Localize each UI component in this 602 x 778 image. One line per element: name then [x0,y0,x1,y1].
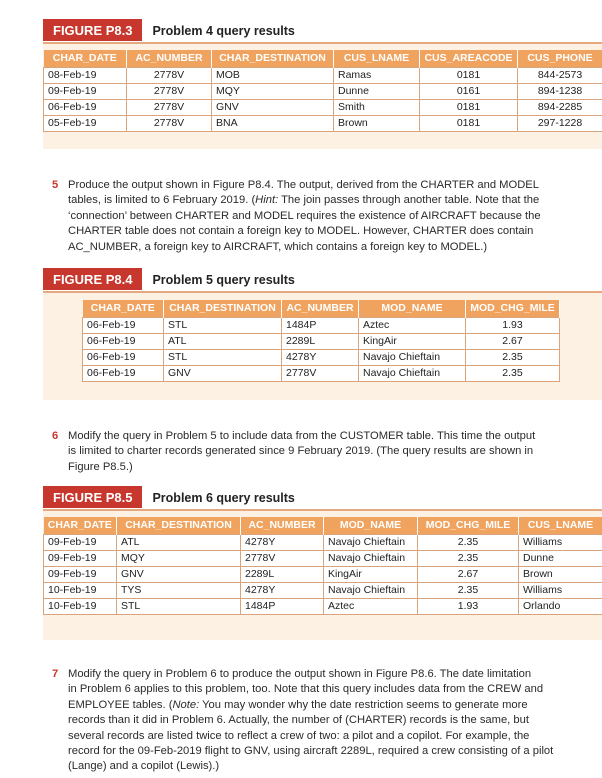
table-cell: Navajo Chieftain [324,550,418,566]
text-line: (Lange) and a copilot (Lewis).) [68,760,220,773]
table-cell: 1484P [282,317,359,333]
table-cell: Navajo Chieftain [324,534,418,550]
table-cell: Aztec [359,317,466,333]
table-cell: KingAir [324,566,418,582]
hint-label: Hint: [255,194,279,207]
table-row [44,534,602,550]
problem-6-text [52,429,598,475]
text-line: several records are listed twice to reflect a crew of two: a pilot and a copilot. For example, the [68,729,530,742]
column-header: CHAR_DATE [44,50,127,67]
table-cell: 2.67 [466,333,560,349]
figure-label: FIGURE P8.5 [43,486,142,510]
problem-number: 6 [52,430,59,442]
table-cell: STL [164,349,282,365]
table-cell: Navajo Chieftain [359,365,466,381]
table-cell: 297-1228 [518,115,602,131]
note-label: Note: [172,698,200,711]
figure-label: FIGURE P8.3 [43,19,142,43]
column-header: MOD_NAME [324,517,418,534]
table-cell: 2289L [282,333,359,349]
table-cell: 08-Feb-19 [44,67,127,83]
table-row [44,566,602,582]
text-line: tables, is limited to 6 February 2019. (Hint: The join passes through another table. Note that the [68,194,540,207]
table-cell: 06-Feb-19 [83,333,164,349]
column-header: CHAR_DESTINATION [212,50,334,67]
problem-number: 7 [52,668,59,680]
table-cell: 894-2285 [518,99,602,115]
text-line: records than it did in Problem 6. Actually, the number of (CHARTER) records is the same, but [68,714,529,727]
table-cell: Dunne [519,550,602,566]
figure-p8-3-table [43,50,602,132]
column-header: CHAR_DATE [44,517,117,534]
figure-p8-5-table [43,517,602,615]
table-cell: 2778V [282,365,359,381]
table-cell: 09-Feb-19 [44,534,117,550]
table-row [83,365,560,381]
column-header: AC_NUMBER [127,50,212,67]
table-cell: 10-Feb-19 [44,598,117,614]
column-header: AC_NUMBER [282,300,359,317]
table-cell: 1484P [241,598,324,614]
table-cell: 2289L [241,566,324,582]
text-line: CHARTER table does not contain a foreign key to MODEL. However, CHARTER does contain [68,225,534,238]
figure-p8-4-table [82,300,560,382]
table-cell: MQY [212,83,334,99]
table-row [83,317,560,333]
table-cell: 2.35 [418,582,519,598]
table-cell: 2.67 [418,566,519,582]
text-line: in Problem 6 applies to this problem, too. Note that this query includes data from the CREW and [68,683,544,696]
problem-5-text [52,178,598,255]
table-cell: MOB [212,67,334,83]
table-cell: MQY [117,550,241,566]
table-cell: 2.35 [418,550,519,566]
text-line: is limited to charter records generated since 9 February 2019. (The query results are shown in [68,445,534,458]
table-cell: Ramas [334,67,420,83]
column-header: CUS_PHONE [518,50,602,67]
text-line: AC_NUMBER, a foreign key to AIRCRAFT, which contains a foreign key to MODEL.) [68,240,488,253]
figure-p8-5-header [43,485,295,511]
table-cell: 06-Feb-19 [83,365,164,381]
table-cell: 0181 [420,99,518,115]
table-row [44,582,602,598]
table-cell: GNV [164,365,282,381]
table-cell: Brown [334,115,420,131]
table-cell: Navajo Chieftain [359,349,466,365]
table-row [44,598,602,614]
table-cell: 4278Y [282,349,359,365]
table-row [83,349,560,365]
figure-p8-3-header [43,18,295,44]
table-row [44,67,602,83]
column-header: AC_NUMBER [241,517,324,534]
table-row [44,115,602,131]
table-cell: 0161 [420,83,518,99]
table-cell: STL [164,317,282,333]
table-cell: 4278Y [241,534,324,550]
table-cell: Smith [334,99,420,115]
table-header-row [83,300,560,317]
column-header: CHAR_DESTINATION [164,300,282,317]
column-header: MOD_NAME [359,300,466,317]
column-header: MOD_CHG_MILE [466,300,560,317]
table-cell: 06-Feb-19 [44,99,127,115]
table-cell: Williams [519,582,602,598]
table-cell: 2778V [241,550,324,566]
figure-title: Problem 5 query results [152,273,295,287]
text-line: Modify the query in Problem 5 to include data from the CUSTOMER table. This time the output [68,430,536,442]
table-cell: Aztec [324,598,418,614]
table-cell: 10-Feb-19 [44,582,117,598]
table-cell: 2.35 [466,365,560,381]
column-header: CHAR_DESTINATION [117,517,241,534]
table-cell: 09-Feb-19 [44,566,117,582]
table-cell: 2778V [127,67,212,83]
text-line: ‘connection’ between CHARTER and MODEL requires the existence of AIRCRAFT because the [68,209,541,222]
table-cell: Navajo Chieftain [324,582,418,598]
table-cell: GNV [212,99,334,115]
table-cell: Dunne [334,83,420,99]
problem-number: 5 [52,179,59,191]
column-header: CUS_LNAME [334,50,420,67]
table-cell: 894-1238 [518,83,602,99]
table-cell: 05-Feb-19 [44,115,127,131]
column-header: MOD_CHG_MILE [418,517,519,534]
table-cell: TYS [117,582,241,598]
column-header: CUS_AREACODE [420,50,518,67]
table-row [44,83,602,99]
table-cell: 2778V [127,99,212,115]
table-cell: 09-Feb-19 [44,83,127,99]
column-header: CHAR_DATE [83,300,164,317]
table-cell: ATL [117,534,241,550]
table-row [44,550,602,566]
problem-7-text [52,667,598,775]
table-cell: 2.35 [466,349,560,365]
table-cell: ATL [164,333,282,349]
table-cell: 0181 [420,67,518,83]
table-cell: 4278Y [241,582,324,598]
text-line: Figure P8.5.) [68,460,133,473]
table-cell: 06-Feb-19 [83,317,164,333]
table-cell: 1.93 [418,598,519,614]
table-cell: 0181 [420,115,518,131]
text-line: Modify the query in Problem 6 to produce the output shown in Figure P8.6. The date limitation [68,668,532,680]
table-cell: Williams [519,534,602,550]
table-cell: STL [117,598,241,614]
table-cell: 844-2573 [518,67,602,83]
table-cell: Orlando [519,598,602,614]
table-cell: BNA [212,115,334,131]
table-cell: KingAir [359,333,466,349]
table-cell: GNV [117,566,241,582]
table-cell: 2.35 [418,534,519,550]
figure-p8-4-header [43,267,295,293]
table-header-row [44,50,602,67]
figure-title: Problem 4 query results [152,24,295,38]
figure-title: Problem 6 query results [152,491,295,505]
table-header-row [44,517,602,534]
table-cell: 2778V [127,115,212,131]
table-cell: 1.93 [466,317,560,333]
column-header: CUS_LNAME [519,517,602,534]
table-row [44,99,602,115]
table-cell: 2778V [127,83,212,99]
table-cell: Brown [519,566,602,582]
table-cell: 06-Feb-19 [83,349,164,365]
table-row [83,333,560,349]
text-line: Produce the output shown in Figure P8.4. The output, derived from the CHARTER and MODEL [68,179,539,191]
text-line: record for the 09-Feb-2019 flight to GNV, using aircraft 2289L, required a crew consisting of a pilot [68,745,554,758]
table-cell: 09-Feb-19 [44,550,117,566]
text-line: EMPLOYEE tables. (Note: You may wonder why the date restriction seems to generate more [68,698,528,711]
figure-label: FIGURE P8.4 [43,268,142,292]
